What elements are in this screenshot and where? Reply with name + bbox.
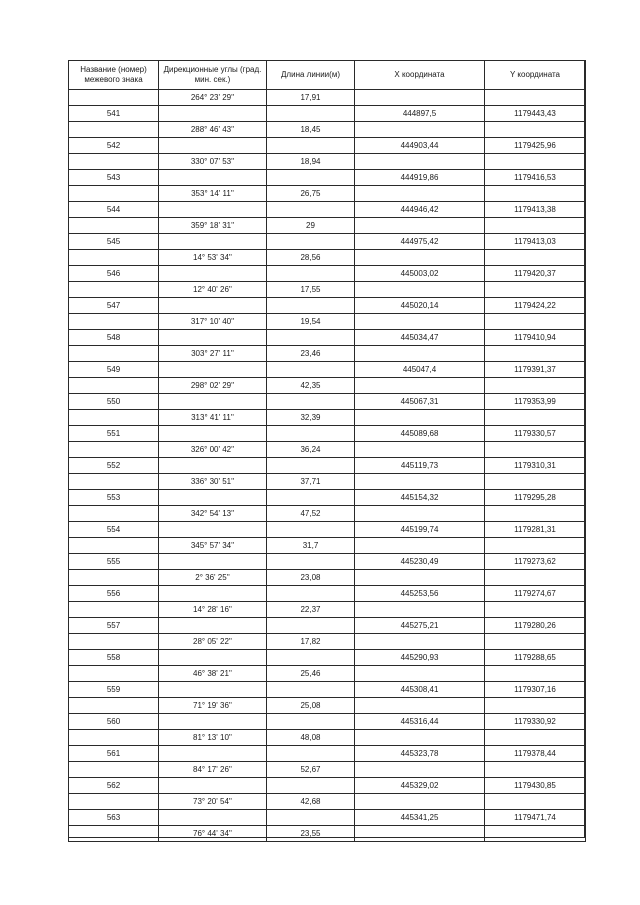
cell-y (485, 698, 586, 714)
cell-length (267, 522, 355, 538)
cell-x: 445047,4 (355, 362, 485, 378)
cell-angle (159, 554, 267, 570)
cell-length (267, 362, 355, 378)
cell-x (355, 282, 485, 298)
cell-y: 1179410,94 (485, 330, 586, 346)
cell-x (355, 634, 485, 650)
cell-y (485, 378, 586, 394)
header-name: Название (номер) межевого знака (69, 61, 159, 90)
cell-y (485, 730, 586, 746)
cell-angle: 28° 05' 22'' (159, 634, 267, 650)
cell-y (485, 570, 586, 586)
table-row (69, 778, 586, 794)
cell-name (69, 282, 159, 298)
cell-length: 36,24 (267, 442, 355, 458)
cell-length (267, 746, 355, 762)
cell-name (69, 410, 159, 426)
cell-angle (159, 522, 267, 538)
cell-name: 563 (69, 810, 159, 826)
cell-length (267, 458, 355, 474)
cell-name (69, 154, 159, 170)
table-row (69, 106, 586, 122)
cell-x (355, 378, 485, 394)
cell-angle (159, 394, 267, 410)
cell-x (355, 442, 485, 458)
table-row (69, 666, 586, 682)
cell-angle: 353° 14' 11'' (159, 186, 267, 202)
cell-length: 25,08 (267, 698, 355, 714)
cell-angle: 46° 38' 21'' (159, 666, 267, 682)
table-body (69, 90, 586, 842)
cell-name (69, 442, 159, 458)
cell-name: 545 (69, 234, 159, 250)
cell-name: 550 (69, 394, 159, 410)
cell-x: 444975,42 (355, 234, 485, 250)
cell-name (69, 186, 159, 202)
cell-length (267, 106, 355, 122)
cell-name (69, 826, 159, 842)
cell-name (69, 378, 159, 394)
cell-x: 444903,44 (355, 138, 485, 154)
cell-angle: 14° 28' 16'' (159, 602, 267, 618)
cell-y (485, 634, 586, 650)
cell-x (355, 314, 485, 330)
cell-x (355, 346, 485, 362)
cell-y (485, 826, 586, 842)
cell-y (485, 538, 586, 554)
cell-name: 553 (69, 490, 159, 506)
cell-y: 1179288,65 (485, 650, 586, 666)
table-row (69, 314, 586, 330)
cell-y: 1179330,57 (485, 426, 586, 442)
cell-x (355, 122, 485, 138)
cell-y: 1179471,74 (485, 810, 586, 826)
cell-y: 1179430,85 (485, 778, 586, 794)
table-row (69, 122, 586, 138)
cell-angle (159, 778, 267, 794)
cell-x: 445329,02 (355, 778, 485, 794)
cell-name (69, 570, 159, 586)
table-row (69, 378, 586, 394)
table-row (69, 442, 586, 458)
table-row (69, 346, 586, 362)
cell-angle: 326° 00' 42'' (159, 442, 267, 458)
cell-x: 445003,02 (355, 266, 485, 282)
cell-y: 1179425,96 (485, 138, 586, 154)
cell-y: 1179330,92 (485, 714, 586, 730)
cell-angle: 330° 07' 53'' (159, 154, 267, 170)
cell-length: 29 (267, 218, 355, 234)
cell-x: 445230,49 (355, 554, 485, 570)
cell-x (355, 762, 485, 778)
cell-angle (159, 810, 267, 826)
cell-x: 445067,31 (355, 394, 485, 410)
table-row (69, 554, 586, 570)
cell-length: 42,68 (267, 794, 355, 810)
cell-length: 17,82 (267, 634, 355, 650)
cell-name: 543 (69, 170, 159, 186)
cell-name (69, 538, 159, 554)
cell-name (69, 346, 159, 362)
cell-angle (159, 426, 267, 442)
table-row (69, 394, 586, 410)
cell-angle: 342° 54' 13'' (159, 506, 267, 522)
cell-angle (159, 138, 267, 154)
cell-angle: 71° 19' 36'' (159, 698, 267, 714)
cell-x (355, 666, 485, 682)
cell-x (355, 506, 485, 522)
cell-angle (159, 490, 267, 506)
cell-angle: 313° 41' 11'' (159, 410, 267, 426)
cell-name: 555 (69, 554, 159, 570)
table-row (69, 154, 586, 170)
cell-length (267, 330, 355, 346)
boundary-coordinates-table (68, 60, 586, 842)
cell-y: 1179378,44 (485, 746, 586, 762)
cell-angle: 359° 18' 31'' (159, 218, 267, 234)
cell-x: 445316,44 (355, 714, 485, 730)
cell-name: 551 (69, 426, 159, 442)
cell-angle (159, 746, 267, 762)
cell-length: 17,55 (267, 282, 355, 298)
cell-x: 444897,5 (355, 106, 485, 122)
table-row (69, 730, 586, 746)
header-angle: Дирекционные углы (град. мин. сек.) (159, 61, 267, 90)
table-row (69, 794, 586, 810)
cell-x (355, 186, 485, 202)
cell-y: 1179353,99 (485, 394, 586, 410)
cell-y: 1179274,67 (485, 586, 586, 602)
table-row (69, 138, 586, 154)
cell-length (267, 554, 355, 570)
cell-y (485, 90, 586, 106)
table-row (69, 810, 586, 826)
cell-name: 552 (69, 458, 159, 474)
table-row (69, 682, 586, 698)
cell-name (69, 666, 159, 682)
cell-angle: 336° 30' 51'' (159, 474, 267, 490)
table-row (69, 650, 586, 666)
cell-name (69, 250, 159, 266)
cell-x: 445119,73 (355, 458, 485, 474)
cell-length (267, 778, 355, 794)
cell-angle: 317° 10' 40'' (159, 314, 267, 330)
cell-name (69, 474, 159, 490)
cell-y: 1179420,37 (485, 266, 586, 282)
cell-length: 28,56 (267, 250, 355, 266)
cell-y (485, 314, 586, 330)
cell-length: 26,75 (267, 186, 355, 202)
cell-angle (159, 106, 267, 122)
cell-x (355, 474, 485, 490)
cell-y: 1179273,62 (485, 554, 586, 570)
cell-y (485, 474, 586, 490)
cell-x: 445020,14 (355, 298, 485, 314)
cell-name: 541 (69, 106, 159, 122)
cell-angle: 2° 36' 25'' (159, 570, 267, 586)
cell-y: 1179280,26 (485, 618, 586, 634)
cell-y (485, 122, 586, 138)
cell-length (267, 714, 355, 730)
table-row (69, 762, 586, 778)
cell-y (485, 346, 586, 362)
cell-name: 559 (69, 682, 159, 698)
cell-x: 445290,93 (355, 650, 485, 666)
cell-length: 37,71 (267, 474, 355, 490)
cell-length (267, 266, 355, 282)
cell-x (355, 410, 485, 426)
cell-length: 23,55 (267, 826, 355, 842)
cell-length (267, 490, 355, 506)
cell-length: 31,7 (267, 538, 355, 554)
cell-x: 445275,21 (355, 618, 485, 634)
table-row (69, 266, 586, 282)
cell-name: 560 (69, 714, 159, 730)
cell-y: 1179295,28 (485, 490, 586, 506)
header-x: X координата (355, 61, 485, 90)
cell-x: 444919,86 (355, 170, 485, 186)
cell-name: 542 (69, 138, 159, 154)
cell-y: 1179310,31 (485, 458, 586, 474)
table-row (69, 282, 586, 298)
cell-angle (159, 202, 267, 218)
cell-x (355, 538, 485, 554)
boundary-coordinates-sheet (68, 60, 585, 842)
cell-y (485, 506, 586, 522)
cell-name (69, 90, 159, 106)
cell-length: 23,08 (267, 570, 355, 586)
cell-y: 1179391,37 (485, 362, 586, 378)
table-row (69, 714, 586, 730)
cell-angle (159, 298, 267, 314)
cell-y (485, 410, 586, 426)
cell-length (267, 426, 355, 442)
cell-length (267, 138, 355, 154)
cell-y: 1179416,53 (485, 170, 586, 186)
cell-angle (159, 682, 267, 698)
cell-y: 1179424,22 (485, 298, 586, 314)
cell-y: 1179413,03 (485, 234, 586, 250)
cell-y (485, 666, 586, 682)
cell-x (355, 730, 485, 746)
cell-name (69, 314, 159, 330)
cell-name: 562 (69, 778, 159, 794)
table-row (69, 826, 586, 842)
cell-y (485, 154, 586, 170)
cell-angle: 84° 17' 26'' (159, 762, 267, 778)
cell-y (485, 442, 586, 458)
cell-angle (159, 458, 267, 474)
cell-angle: 264° 23' 29'' (159, 90, 267, 106)
cell-angle: 298° 02' 29'' (159, 378, 267, 394)
cell-y (485, 794, 586, 810)
cell-length: 22,37 (267, 602, 355, 618)
table-row (69, 218, 586, 234)
cell-angle: 81° 13' 10'' (159, 730, 267, 746)
cell-name: 544 (69, 202, 159, 218)
cell-length: 17,91 (267, 90, 355, 106)
cell-angle: 73° 20' 54'' (159, 794, 267, 810)
cell-length: 48,08 (267, 730, 355, 746)
cell-length (267, 682, 355, 698)
cell-length (267, 234, 355, 250)
cell-angle: 76° 44' 34'' (159, 826, 267, 842)
cell-length (267, 618, 355, 634)
cell-y: 1179281,31 (485, 522, 586, 538)
table-row (69, 202, 586, 218)
table-row (69, 538, 586, 554)
cell-angle: 12° 40' 26'' (159, 282, 267, 298)
cell-angle (159, 714, 267, 730)
cell-length: 32,39 (267, 410, 355, 426)
cell-angle (159, 170, 267, 186)
cell-y (485, 186, 586, 202)
cell-x (355, 794, 485, 810)
cell-name: 549 (69, 362, 159, 378)
table-row (69, 586, 586, 602)
cell-name: 546 (69, 266, 159, 282)
table-row (69, 298, 586, 314)
cell-length: 18,94 (267, 154, 355, 170)
cell-y: 1179443,43 (485, 106, 586, 122)
cell-angle (159, 362, 267, 378)
cell-length: 23,46 (267, 346, 355, 362)
cell-angle: 303° 27' 11'' (159, 346, 267, 362)
cell-angle: 288° 46' 43'' (159, 122, 267, 138)
cell-length: 47,52 (267, 506, 355, 522)
table-row (69, 746, 586, 762)
cell-y (485, 762, 586, 778)
cell-name: 554 (69, 522, 159, 538)
table-row (69, 186, 586, 202)
cell-name: 561 (69, 746, 159, 762)
cell-length (267, 650, 355, 666)
cell-y (485, 602, 586, 618)
cell-name (69, 730, 159, 746)
cell-angle (159, 330, 267, 346)
table-row (69, 330, 586, 346)
cell-name: 547 (69, 298, 159, 314)
cell-x: 445341,25 (355, 810, 485, 826)
table-row (69, 426, 586, 442)
cell-y (485, 250, 586, 266)
cell-x: 445199,74 (355, 522, 485, 538)
table-row (69, 634, 586, 650)
cell-angle (159, 586, 267, 602)
cell-name: 548 (69, 330, 159, 346)
cell-x (355, 602, 485, 618)
cell-length (267, 170, 355, 186)
cell-y: 1179413,38 (485, 202, 586, 218)
cell-length (267, 586, 355, 602)
cell-name (69, 698, 159, 714)
header-y: Y координата (485, 61, 586, 90)
table-row (69, 490, 586, 506)
table-row (69, 90, 586, 106)
table-row (69, 570, 586, 586)
cell-name (69, 122, 159, 138)
table-row (69, 602, 586, 618)
cell-x: 445034,47 (355, 330, 485, 346)
table-row (69, 250, 586, 266)
cell-x (355, 250, 485, 266)
table-row (69, 410, 586, 426)
cell-x (355, 826, 485, 842)
cell-length: 52,67 (267, 762, 355, 778)
cell-x (355, 154, 485, 170)
cell-x: 445089,68 (355, 426, 485, 442)
cell-y (485, 282, 586, 298)
cell-name: 558 (69, 650, 159, 666)
cell-name (69, 218, 159, 234)
cell-angle: 14° 53' 34'' (159, 250, 267, 266)
cell-x: 445308,41 (355, 682, 485, 698)
cell-length (267, 202, 355, 218)
cell-x: 445323,78 (355, 746, 485, 762)
table-header-row (69, 61, 586, 90)
cell-length (267, 810, 355, 826)
cell-angle (159, 618, 267, 634)
cell-length (267, 298, 355, 314)
cell-name (69, 602, 159, 618)
cell-angle (159, 266, 267, 282)
table-row (69, 234, 586, 250)
cell-name: 557 (69, 618, 159, 634)
cell-length: 25,46 (267, 666, 355, 682)
cell-x (355, 90, 485, 106)
table-row (69, 618, 586, 634)
cell-length: 42,35 (267, 378, 355, 394)
table-row (69, 458, 586, 474)
cell-x: 445253,56 (355, 586, 485, 602)
cell-x (355, 218, 485, 234)
cell-name: 556 (69, 586, 159, 602)
table-row (69, 506, 586, 522)
cell-length: 19,54 (267, 314, 355, 330)
table-row (69, 522, 586, 538)
cell-name (69, 506, 159, 522)
table-row (69, 362, 586, 378)
header-length: Длина линии(м) (267, 61, 355, 90)
cell-angle (159, 234, 267, 250)
cell-length: 18,45 (267, 122, 355, 138)
table-row (69, 170, 586, 186)
cell-name (69, 634, 159, 650)
cell-x: 445154,32 (355, 490, 485, 506)
cell-name (69, 762, 159, 778)
table-row (69, 698, 586, 714)
cell-x: 444946,42 (355, 202, 485, 218)
cell-x (355, 698, 485, 714)
cell-angle (159, 650, 267, 666)
cell-y: 1179307,16 (485, 682, 586, 698)
cell-length (267, 394, 355, 410)
cell-angle: 345° 57' 34'' (159, 538, 267, 554)
cell-name (69, 794, 159, 810)
cell-y (485, 218, 586, 234)
table-row (69, 474, 586, 490)
cell-x (355, 570, 485, 586)
